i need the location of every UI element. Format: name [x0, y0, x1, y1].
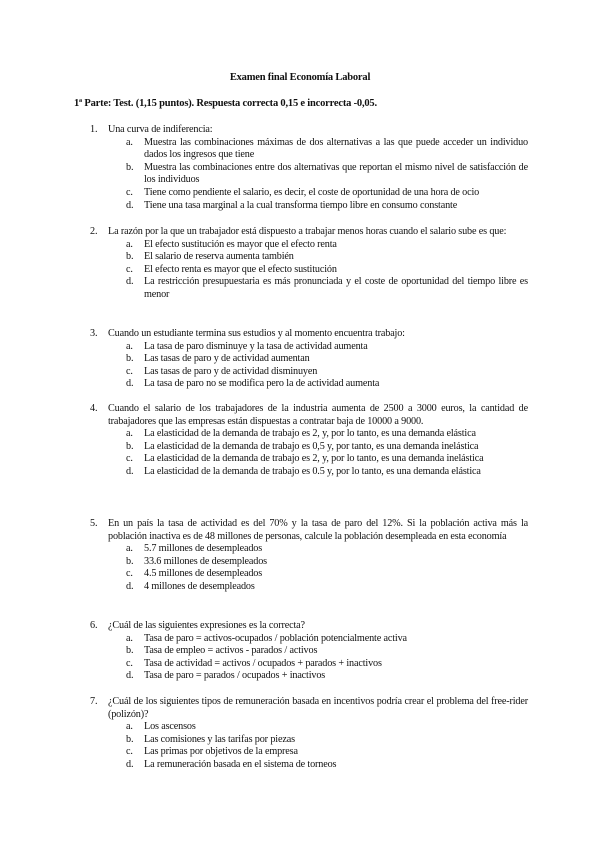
page-title: Examen final Economía Laboral	[229, 72, 371, 83]
question-prompt: Cuando el salario de los trabajadores de la industria aumenta de 2500 a 3000 euros, la cantidad de trabajadores que las empresas están dispuestas a contratar baja de 10000 a 9000.	[108, 403, 528, 427]
option-letter: b.	[126, 251, 134, 263]
option-list	[90, 633, 528, 683]
option-list	[90, 428, 528, 478]
answer-option	[90, 187, 528, 200]
option-text: Las tasas de paro y de actividad aumentan	[144, 353, 310, 365]
option-text: El efecto sustitución es mayor que el efecto renta	[144, 238, 337, 250]
answer-option	[90, 366, 528, 379]
question-text	[90, 124, 528, 137]
question-prompt: Cuando un estudiante termina sus estudios y al momento encuentra trabajo:	[108, 328, 405, 339]
option-letter: c.	[126, 657, 133, 669]
option-text: La elasticidad de la demanda de trabajo es 2, y, por lo tanto, es una demanda elástica	[144, 428, 476, 440]
option-text: Las tasas de paro y de actividad disminuyen	[144, 365, 318, 377]
option-letter: b.	[126, 645, 134, 657]
answer-option	[90, 276, 528, 301]
option-text: Tasa de empleo = activos - parados / activos	[144, 645, 318, 657]
answer-option	[90, 466, 528, 479]
option-letter: a.	[126, 340, 133, 352]
question-text	[90, 620, 528, 633]
option-letter: c.	[126, 746, 133, 758]
question-5	[90, 518, 528, 594]
option-list	[90, 239, 528, 302]
option-letter: d.	[126, 276, 134, 288]
option-text: 4 millones de desempleados	[144, 580, 255, 592]
option-text: La tasa de paro no se modifica pero la de actividad aumenta	[144, 378, 380, 390]
option-letter: a.	[126, 136, 133, 148]
option-text: 33.6 millones de desempleados	[144, 555, 267, 567]
answer-option	[90, 239, 528, 252]
option-list	[90, 543, 528, 593]
question-prompt: La razón por la que un trabajador está dispuesto a trabajar menos horas cuando el salario sube es que:	[108, 226, 507, 237]
option-letter: b.	[126, 555, 134, 567]
option-letter: d.	[126, 378, 134, 390]
option-letter: d.	[126, 465, 134, 477]
question-number: 4.	[90, 403, 98, 414]
answer-option	[90, 378, 528, 391]
option-text: La remuneración basada en el sistema de torneos	[144, 758, 337, 770]
option-text: La elasticidad de la demanda de trabajo es 0,5 y, por tanto, es una demanda inelástica	[144, 440, 479, 452]
question-number: 7.	[90, 696, 98, 707]
question-2	[90, 226, 528, 302]
option-text: Tasa de actividad = activos / ocupados + parados + inactivos	[144, 657, 382, 669]
answer-option	[90, 162, 528, 187]
answer-option	[90, 137, 528, 162]
option-text: La elasticidad de la demanda de trabajo es 0.5 y, por lo tanto, es una demanda elástica	[144, 465, 481, 477]
question-prompt: En un país la tasa de actividad es del 70% y la tasa de paro del 12%. Si la población activa más la población inactiva es de 48 millones de personas, calcule la población desempleada en esta economía	[108, 518, 528, 542]
question-prompt: Una curva de indiferencia:	[108, 124, 213, 135]
answer-option	[90, 428, 528, 441]
option-letter: a.	[126, 721, 133, 733]
question-1	[90, 124, 528, 212]
option-letter: b.	[126, 733, 134, 745]
question-text	[90, 403, 528, 428]
option-text: Los ascensos	[144, 721, 196, 733]
option-letter: b.	[126, 440, 134, 452]
answer-option	[90, 633, 528, 646]
option-text: Tiene una tasa marginal a la cual transforma tiempo libre en consumo constante	[144, 199, 458, 211]
option-letter: b.	[126, 353, 134, 365]
option-letter: a.	[126, 632, 133, 644]
option-text: Muestra las combinaciones máximas de dos alternativas a las que puede acceder un individuo dados los ingresos que tiene	[144, 136, 528, 161]
option-text: Tasa de paro = activos-ocupados / población potencialmente activa	[144, 632, 407, 644]
answer-option	[90, 759, 528, 772]
question-prompt: ¿Cuál de los siguientes tipos de remuneración basada en incentivos podría crear el problema del free-rider (polizón)?	[108, 696, 528, 720]
question-6	[90, 620, 528, 683]
question-text	[90, 696, 528, 721]
question-number: 1.	[90, 124, 98, 135]
option-list	[90, 721, 528, 771]
answer-option	[90, 581, 528, 594]
question-prompt: ¿Cuál de las siguientes expresiones es la correcta?	[108, 620, 305, 631]
option-letter: c.	[126, 365, 133, 377]
question-text	[90, 226, 528, 239]
option-text: La tasa de paro disminuye y la tasa de actividad aumenta	[144, 340, 368, 352]
option-letter: d.	[126, 670, 134, 682]
option-list	[90, 341, 528, 391]
answer-option	[90, 658, 528, 671]
answer-option	[90, 341, 528, 354]
option-letter: a.	[126, 543, 133, 555]
option-letter: c.	[126, 453, 133, 465]
option-letter: d.	[126, 758, 134, 770]
option-letter: b.	[126, 161, 134, 173]
option-text: El salario de reserva aumenta también	[144, 251, 294, 263]
question-text	[90, 328, 528, 341]
answer-option	[90, 353, 528, 366]
question-number: 6.	[90, 620, 98, 631]
question-4	[90, 403, 528, 479]
answer-option	[90, 543, 528, 556]
answer-option	[90, 721, 528, 734]
option-letter: d.	[126, 580, 134, 592]
answer-option	[90, 264, 528, 277]
option-letter: c.	[126, 263, 133, 275]
answer-option	[90, 734, 528, 747]
answer-option	[90, 670, 528, 683]
option-text: 5.7 millones de desempleados	[144, 543, 263, 555]
option-letter: c.	[126, 568, 133, 580]
option-letter: a.	[126, 238, 133, 250]
option-list	[90, 137, 528, 213]
answer-option	[90, 251, 528, 264]
option-letter: c.	[126, 186, 133, 198]
option-text: 4.5 millones de desempleados	[144, 568, 263, 580]
option-text: La restricción presupuestaria es más pronunciada y el coste de oportunidad del tiempo libre es menor	[144, 276, 528, 300]
option-letter: a.	[126, 428, 133, 440]
answer-option	[90, 200, 528, 213]
answer-option	[90, 645, 528, 658]
answer-option	[90, 568, 528, 581]
option-text: Tasa de paro = parados / ocupados + inactivos	[144, 670, 326, 682]
question-text	[90, 518, 528, 543]
answer-option	[90, 746, 528, 759]
option-text: Muestra las combinaciones entre dos alternativas que reportan el mismo nivel de satisfacción de los individuos	[144, 161, 528, 186]
question-7	[90, 696, 528, 772]
part-heading: 1ª Parte: Test. (1,15 puntos). Respuesta correcta 0,15 e incorrecta -0,05.	[74, 98, 377, 109]
answer-option	[90, 441, 528, 454]
answer-option	[90, 556, 528, 569]
question-3	[90, 328, 528, 391]
option-letter: d.	[126, 199, 134, 211]
question-number: 3.	[90, 328, 98, 339]
question-number: 2.	[90, 226, 98, 237]
option-text: La elasticidad de la demanda de trabajo es 2, y, por lo tanto, es una demanda inelástica	[144, 453, 484, 465]
option-text: Las primas por objetivos de la empresa	[144, 746, 298, 758]
option-text: Tiene como pendiente el salario, es decir, el coste de oportunidad de una hora de ocio	[144, 186, 480, 198]
option-text: Las comisiones y las tarifas por piezas	[144, 733, 295, 745]
answer-option	[90, 453, 528, 466]
question-number: 5.	[90, 518, 98, 529]
option-text: El efecto renta es mayor que el efecto sustitución	[144, 263, 337, 275]
